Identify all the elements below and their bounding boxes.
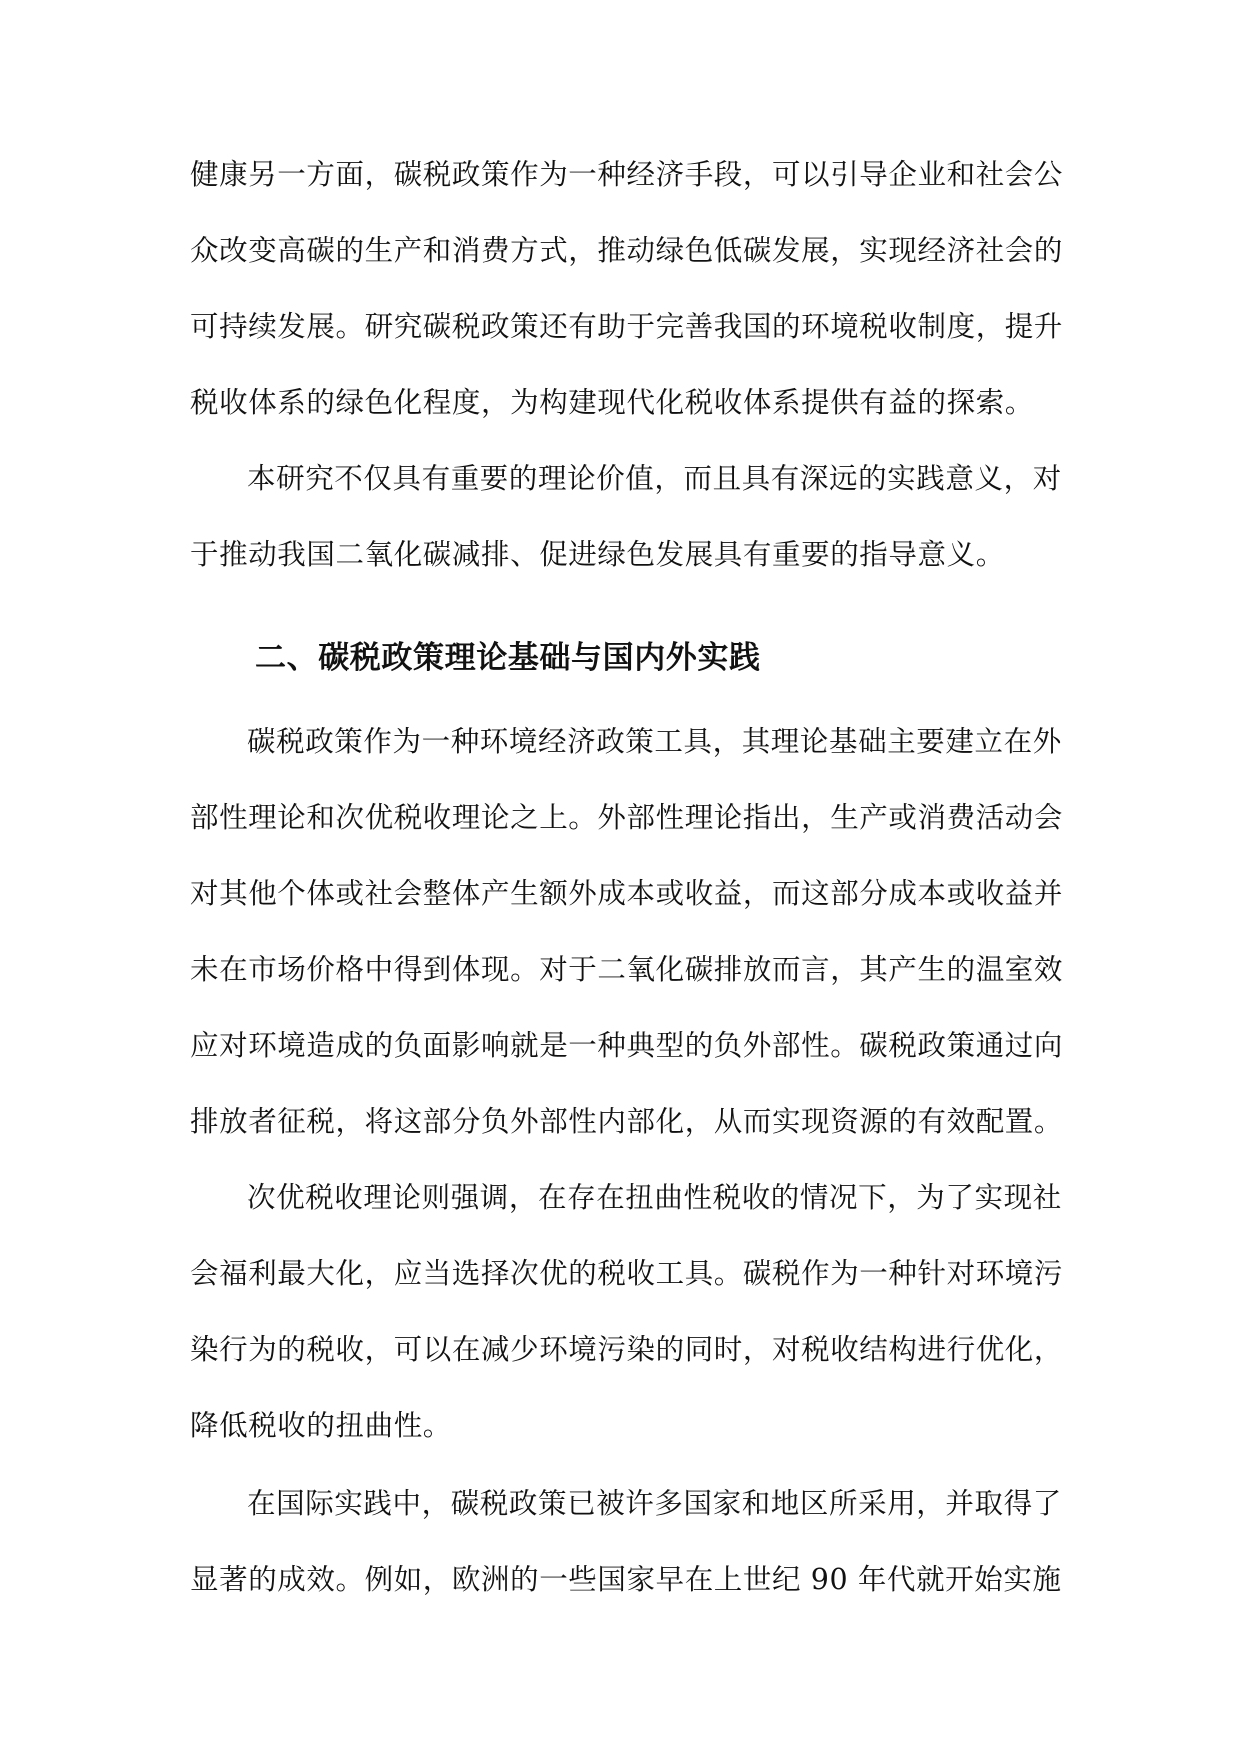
paragraph-line: 显著的成效。例如，欧洲的一些国家早在上世纪 90 年代就开始实施	[190, 1563, 1062, 1596]
paragraph-line: 健康另一方面，碳税政策作为一种经济手段，可以引导企业和社会公	[190, 158, 1064, 191]
paragraph-line: 会福利最大化，应当选择次优的税收工具。碳税作为一种针对环境污	[190, 1257, 1064, 1290]
paragraph-line: 降低税收的扭曲性。	[190, 1409, 452, 1442]
section-heading: 二、碳税政策理论基础与国内外实践	[255, 640, 761, 676]
paragraph-line: 部性理论和次优税收理论之上。外部性理论指出，生产或消费活动会	[190, 801, 1064, 834]
paragraph-line: 税收体系的绿色化程度，为构建现代化税收体系提供有益的探索。	[190, 386, 1034, 419]
paragraph-line: 于推动我国二氧化碳减排、促进绿色发展具有重要的指导意义。	[190, 538, 1005, 571]
paragraph-line: 染行为的税收，可以在减少环境污染的同时，对税收结构进行优化，	[190, 1333, 1064, 1366]
paragraph-line: 本研究不仅具有重要的理论价值，而且具有深远的实践意义，对	[247, 462, 1062, 495]
paragraph-line: 次优税收理论则强调，在存在扭曲性税收的情况下，为了实现社	[247, 1181, 1062, 1214]
paragraph-line: 应对环境造成的负面影响就是一种典型的负外部性。碳税政策通过向	[190, 1029, 1064, 1062]
paragraph-line: 众改变高碳的生产和消费方式，推动绿色低碳发展，实现经济社会的	[190, 234, 1064, 267]
paragraph-line: 在国际实践中，碳税政策已被许多国家和地区所采用，并取得了	[247, 1487, 1062, 1520]
paragraph-line: 排放者征税，将这部分负外部性内部化，从而实现资源的有效配置。	[190, 1105, 1064, 1138]
paragraph-line: 碳税政策作为一种环境经济政策工具，其理论基础主要建立在外	[247, 725, 1062, 758]
paragraph-line: 可持续发展。研究碳税政策还有助于完善我国的环境税收制度，提升	[190, 310, 1064, 343]
paragraph-line: 未在市场价格中得到体现。对于二氧化碳排放而言，其产生的温室效	[190, 953, 1064, 986]
paragraph-line: 对其他个体或社会整体产生额外成本或收益，而这部分成本或收益并	[190, 877, 1064, 910]
